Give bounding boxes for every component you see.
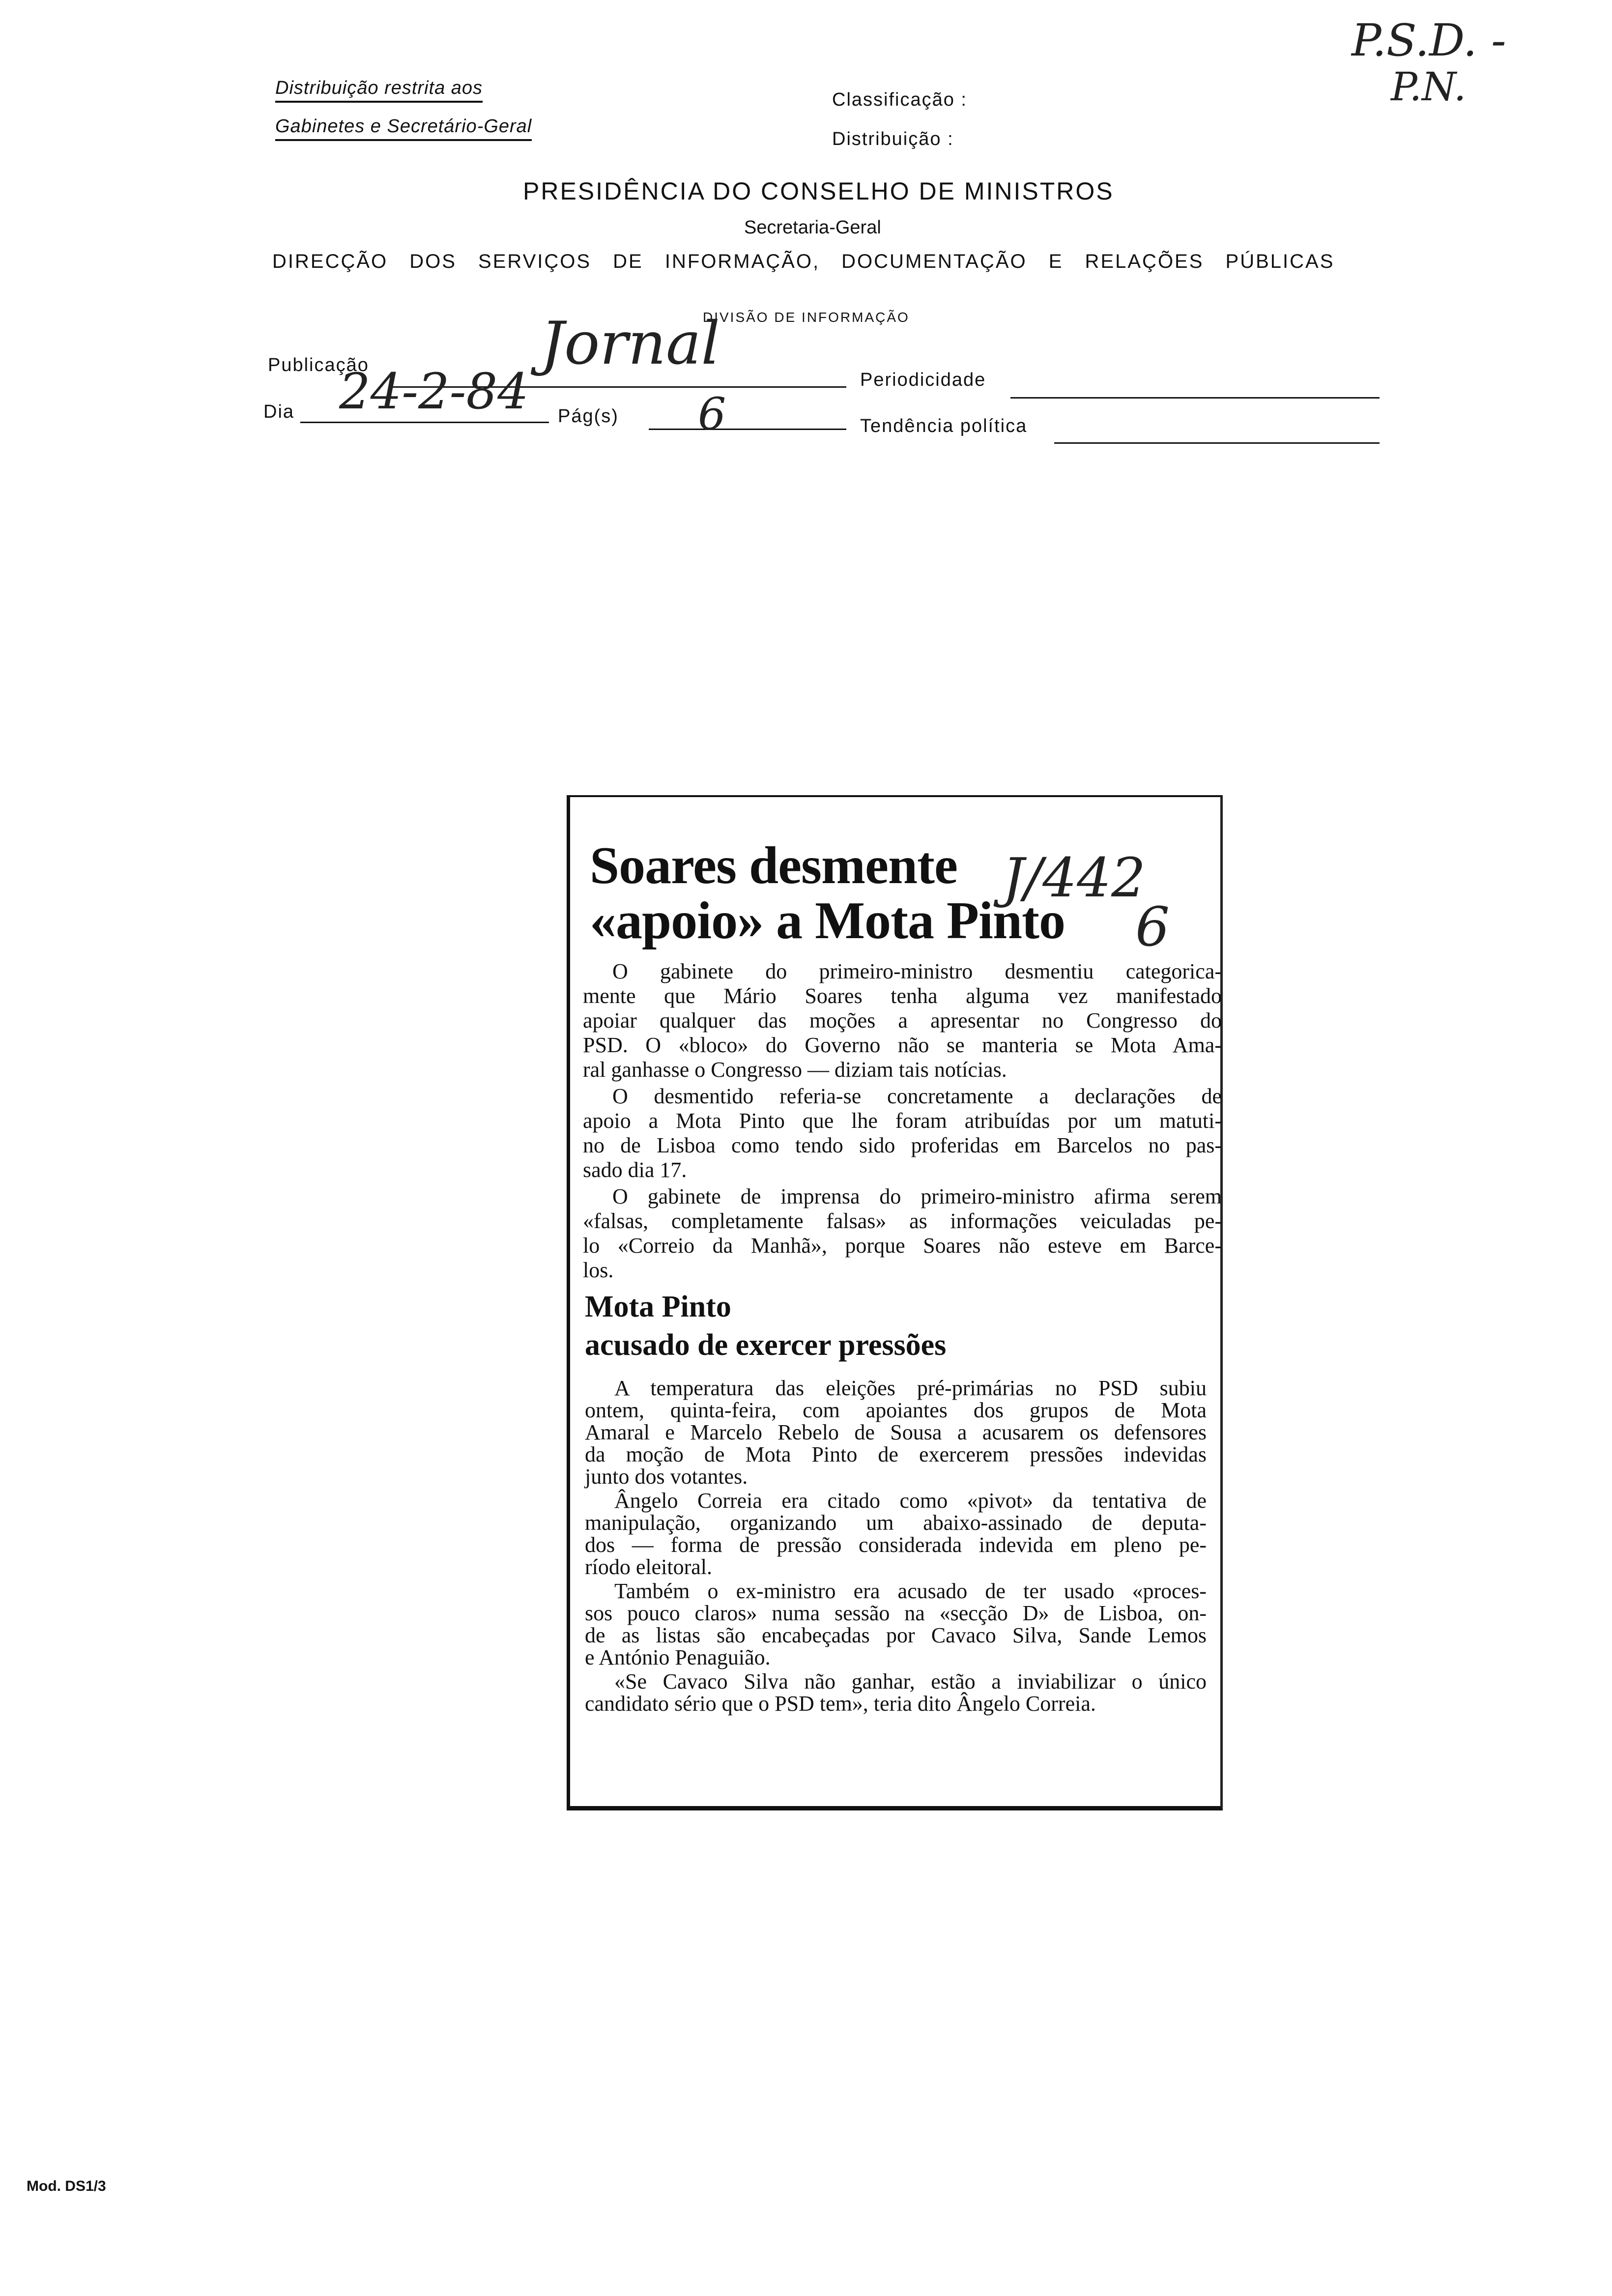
tendency-line <box>1054 442 1380 444</box>
article-title-line2: «apoio» a Mota Pinto <box>590 891 1065 950</box>
text-line: O gabinete de imprensa do primeiro-ministro afirma serem <box>612 1184 1222 1208</box>
handwritten-article-page: 6 <box>1135 895 1170 958</box>
pages-label: Pág(s) <box>558 406 619 427</box>
article-title-line1: Soares desmente <box>590 836 957 895</box>
tendency-label: Tendência política <box>860 416 1028 436</box>
organization-title: PRESIDÊNCIA DO CONSELHO DE MINISTROS <box>523 177 1114 205</box>
handwritten-article-mark: J/442 <box>1003 846 1146 909</box>
text-line: Ângelo Correia era citado como «pivot» da tentativa de <box>614 1489 1207 1513</box>
text-line: «Se Cavaco Silva não ganhar, estão a inviabilizar o único <box>614 1669 1207 1693</box>
distribution-label: Distribuição : <box>832 129 954 149</box>
paragraph <box>583 1184 1222 1283</box>
newspaper-clipping <box>567 795 1223 1810</box>
paragraph <box>585 1670 1207 1715</box>
text-line: manipulação, organizando um abaixo-assinado de deputa- <box>585 1511 1207 1535</box>
classification-label: Classificação : <box>832 89 967 110</box>
text-line: Amaral e Marcelo Rebelo de Sousa a acusarem os defensores <box>585 1420 1207 1444</box>
text-line: A temperatura das eleições pré-primárias no PSD subiu <box>614 1376 1207 1400</box>
pages-line <box>649 429 846 430</box>
day-label: Dia <box>263 402 295 422</box>
text-line: sado dia 17. <box>583 1158 687 1182</box>
text-line: mente que Mário Soares tenha alguma vez manifestado <box>583 984 1222 1008</box>
paragraph <box>583 1084 1222 1182</box>
text-line: e António Penaguião. <box>585 1645 771 1669</box>
text-line: ríodo eleitoral. <box>585 1555 713 1579</box>
text-line: candidato sério que o PSD tem», teria dito Ângelo Correia. <box>585 1692 1096 1716</box>
text-line: ontem, quinta-feira, com apoiantes dos grupos de Mota <box>585 1398 1207 1422</box>
paragraph <box>585 1377 1207 1488</box>
text-line: «falsas, completamente falsas» as informações veiculadas pe- <box>583 1209 1222 1233</box>
text-line: junto dos votantes. <box>585 1464 748 1489</box>
text-line: apoio a Mota Pinto que lhe foram atribuídas por um matuti- <box>583 1109 1222 1133</box>
paragraph <box>585 1490 1207 1578</box>
text-line: O gabinete do primeiro-ministro desmentiu categorica- <box>612 959 1222 983</box>
text-line: sos pouco claros» numa sessão na «secção D» de Lisboa, on- <box>585 1601 1207 1625</box>
handwritten-note-line2: P.N. <box>1391 64 1467 110</box>
paragraph <box>583 959 1222 1082</box>
subheading-line2: acusado de exercer pressões <box>585 1328 947 1362</box>
division: DIVISÃO DE INFORMAÇÃO <box>703 310 910 325</box>
text-line: da moção de Mota Pinto de exercerem pressões indevidas <box>585 1442 1207 1466</box>
text-line: dos — forma de pressão considerada indevida em pleno pe- <box>585 1533 1207 1557</box>
periodicity-label: Periodicidade <box>860 370 986 390</box>
text-line: lo «Correio da Manhã», porque Soares não esteve em Barce- <box>583 1234 1222 1258</box>
directorate: DIRECÇÃO DOS SERVIÇOS DE INFORMAÇÃO, DOCUMENTAÇÃO E RELAÇÕES PÚBLICAS <box>272 251 1335 272</box>
text-line: los. <box>583 1258 614 1282</box>
text-line: apoiar qualquer das moções a apresentar no Congresso do <box>583 1008 1222 1033</box>
paragraph <box>585 1580 1207 1668</box>
restricted-distribution-line1: Distribuição restrita aos <box>275 78 483 103</box>
article-section-2 <box>585 1377 1207 1715</box>
form-model-code: Mod. DS1/3 <box>27 2178 106 2194</box>
secretariat: Secretaria-Geral <box>744 217 881 238</box>
article-section-1 <box>583 959 1222 1283</box>
publication-value: Jornal <box>541 310 720 378</box>
subheading-line1: Mota Pinto <box>585 1290 731 1323</box>
text-line: O desmentido referia-se concretamente a declarações de <box>612 1084 1222 1108</box>
handwritten-note-line1: P.S.D. - <box>1352 15 1506 66</box>
text-line: no de Lisboa como tendo sido proferidas em Barcelos no pas- <box>583 1133 1222 1157</box>
text-line: ral ganhasse o Congresso — diziam tais notícias. <box>583 1058 1007 1082</box>
publication-label: Publicação <box>268 355 369 375</box>
text-line: Também o ex-ministro era acusado de ter usado «proces- <box>614 1579 1207 1603</box>
text-line: de as listas são encabeçadas por Cavaco Silva, Sande Lemos <box>585 1623 1207 1647</box>
text-line: PSD. O «bloco» do Governo não se manteria se Mota Ama- <box>583 1033 1222 1057</box>
pages-value: 6 <box>698 388 726 440</box>
day-value: 24-2-84 <box>339 363 529 420</box>
periodicity-line <box>1010 397 1380 399</box>
restricted-distribution-line2: Gabinetes e Secretário-Geral <box>275 116 532 141</box>
day-line <box>300 422 549 423</box>
